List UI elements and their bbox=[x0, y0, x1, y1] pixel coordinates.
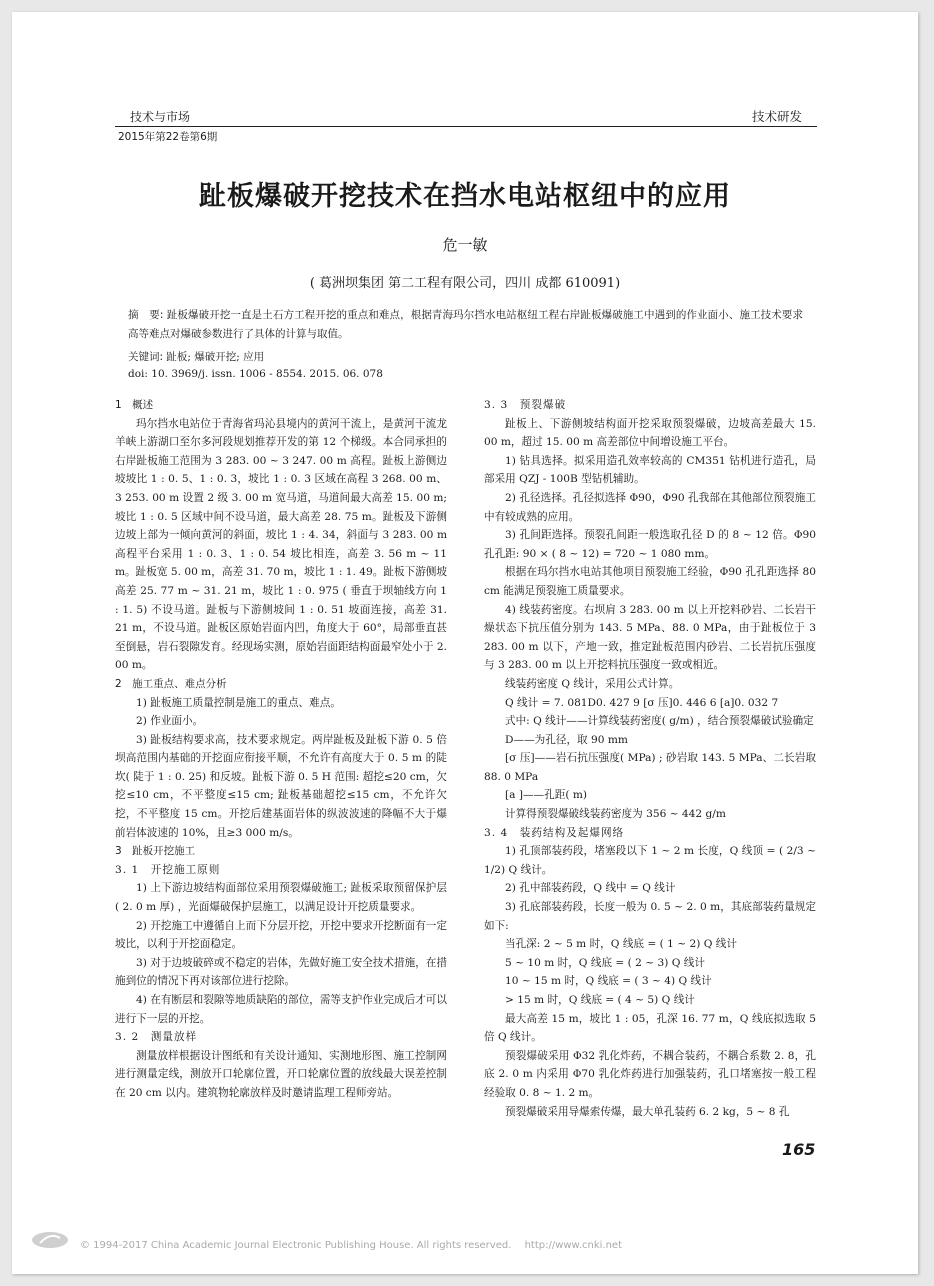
section-heading: 3. 3 预裂爆破 bbox=[484, 399, 567, 411]
author-affiliation: ( 葛洲坝集团 第二工程有限公司，四川 成都 610091) bbox=[309, 276, 621, 291]
paragraph: [σ 压]——岩石抗压强度( MPa) ; 砂岩取 143. 5 MPa、二长岩取 88. 0 MPa bbox=[484, 752, 816, 783]
paragraph: 根据在玛尔挡水电站其他项目预裂施工经验，Φ90 孔孔距选择 80 cm 能满足预裂施工质量要求。 bbox=[484, 566, 816, 597]
paragraph: 式中: Q 线计——计算线装药密度( g/m) ，结合预裂爆破试验确定 bbox=[505, 715, 814, 728]
paragraph: D——为孔径，取 90 mm bbox=[505, 733, 628, 746]
paragraph: 4) 在有断层和裂隙等地质缺陷的部位，需等支护作业完成后才可以进行下一层的开挖。 bbox=[115, 994, 447, 1025]
paragraph: 1) 上下游边坡结构面部位采用预裂爆破施工; 趾板采取预留保护层( 2. 0 m 厚) ，光面爆破保护层施工，以满足设计开挖质量要求。 bbox=[115, 882, 447, 914]
journal-category-label: 技术研发 bbox=[752, 109, 803, 124]
paragraph: 预裂爆破采用导爆索传爆，最大单孔装药 6. 2 kg，5 ~ 8 孔 bbox=[505, 1105, 790, 1118]
paragraph: 10 ~ 15 m 时，Q 线底 = ( 3 ~ 4) Q 线计 bbox=[505, 975, 712, 988]
paragraph: 3) 孔间距选择。预裂孔间距一般选取孔径 D 的 8 ~ 12 倍。Φ90 孔孔距: 90 × ( 8 ~ 12) = 720 ~ 1 080 mm。 bbox=[484, 529, 816, 560]
issue-label: 2015年第22卷第6期 bbox=[118, 131, 218, 143]
article-title: 趾板爆破开挖技术在挡水电站枢纽中的应用 bbox=[199, 181, 731, 212]
section-heading: 1 概述 bbox=[115, 399, 154, 411]
paragraph: 2) 作业面小。 bbox=[136, 715, 204, 728]
journal-section-label: 技术与市场 bbox=[130, 110, 191, 124]
paragraph: 3) 对于边坡破碎或不稳定的岩体，先做好施工安全技术措施，在措施到位的情况下再对该部位进行挖除。 bbox=[115, 956, 447, 988]
paragraph: 2) 孔中部装药段，Q 线中 = Q 线计 bbox=[505, 882, 676, 895]
paragraph: 4) 线装药密度。右坝肩 3 283. 00 m 以上开挖料砂岩、二长岩干燥状态下抗压值分别为 143. 5 MPa、88. 0 MPa，由于趾板位于 3 283. 00 m 以下，产地一致，推定趾板范围内砂岩、二长岩抗压强度与 3 283. 00 m 以上开挖料抗压强度一致或相近。 bbox=[484, 603, 816, 672]
section-heading: 3. 4 装药结构及起爆网络 bbox=[484, 826, 625, 839]
paragraph: 1) 钻具选择。拟采用造孔效率较高的 CM351 钻机进行造孔，局部采用 QZJ - 100B 型钻机辅助。 bbox=[484, 454, 816, 486]
paragraph: 3) 孔底部装药段，长度一般为 0. 5 ~ 2. 0 m，其底部装药量规定如下: bbox=[484, 901, 816, 932]
right-column bbox=[484, 396, 816, 1121]
paragraph: 2) 开挖施工中遵循自上而下分层开挖，开挖中要求开挖断面有一定坡比，以利于开挖面稳定。 bbox=[115, 919, 447, 951]
cnki-logo-icon bbox=[30, 1230, 70, 1250]
paragraph: 计算得预裂爆破线装药密度为 356 ~ 442 g/m bbox=[505, 808, 726, 821]
keywords-label: 关键词: bbox=[128, 351, 164, 363]
paragraph: 3) 趾板结构要求高，技术要求规定。两岸趾板及趾板下游 0. 5 倍坝高范围内基础的开挖面应衔接平顺，不允许有高度大于 0. 5 m 的陡坎( 陡于 1 : 0. 25) 和反坡。趾板下游 0. 5 H 范围: 超挖≤20 cm，欠挖≤10 cm，不平整度≤15 cm; 趾板基础超挖≤15 cm，不允许欠挖，不平整度 15 cm。开挖后建基面岩体的纵波波速的降幅不大于爆前岩体波速的 10%，且≥3 000 m/s。 bbox=[115, 733, 447, 839]
paragraph: 1) 孔顶部装药段，堵塞段以下 1 ~ 2 m 长度，Q 线顶 = ( 2/3 ~ 1/2) Q 线计。 bbox=[484, 845, 816, 876]
paragraph: 预裂爆破采用 Φ32 乳化炸药，不耦合装药，不耦合系数 2. 8，孔底 2. 0 m 内采用 Φ70 乳化炸药进行加强装药，孔口堵塞按一般工程经验取 0. 8 ~ 1. 2 m。 bbox=[484, 1049, 816, 1099]
journal-page bbox=[12, 12, 918, 1274]
abstract bbox=[128, 306, 803, 344]
paragraph: 最大高差 15 m，坡比 1 : 05，孔深 16. 77 m，Q 线底拟选取 5 倍 Q 线计。 bbox=[484, 1012, 816, 1044]
paragraph: > 15 m 时，Q 线底 = ( 4 ~ 5) Q 线计 bbox=[505, 994, 695, 1006]
paragraph: 趾板上、下游侧坡结构面开挖采取预裂爆破，边坡高差最大 15. 00 m，超过 15. 00 m 高差部位中间增设施工平台。 bbox=[484, 417, 816, 449]
left-column bbox=[115, 396, 447, 1103]
doi: doi: 10. 3969/j. issn. 1006 - 8554. 2015. 06. 078 bbox=[128, 368, 383, 380]
section-heading: 2 施工重点、难点分析 bbox=[115, 677, 227, 690]
paragraph: 2) 孔径选择。孔径拟选择 Φ90，Φ90 孔我部在其他部位预裂施工中有较成熟的应用。 bbox=[484, 491, 816, 523]
paragraph: 当孔深: 2 ~ 5 m 时，Q 线底 = ( 1 ~ 2) Q 线计 bbox=[505, 938, 737, 951]
paragraph: 测量放样根据设计图纸和有关设计通知、实测地形图、施工控制网进行测量定线，测放开口轮廓位置，开口轮廓位置的放线最大误差控制在 20 cm 以内。建筑物轮廓放样及时邀请监理工程师旁站。 bbox=[115, 1049, 447, 1099]
paragraph: 玛尔挡水电站位于青海省玛沁县境内的黄河干流上，是黄河干流龙羊峡上游湖口至尔多河段规划推荐开发的第 12 个梯级。本合同承担的右岸趾板施工范围为 3 283. 00 ~ 3 247. 00 m 高程。趾板上游侧边坡坡比 1 : 0. 5、1 : 0. 3，坡比 1 : 0. 3 区域在高程 3 268. 00 m、3 253. 00 m 设置 2 级 3. 00 m 宽马道，马道间最大高差 15. 00 m; 坡比 1 : 0. 5 区域中间不设马道，最大高差 28. 75 m。趾板及下游侧边坡上部为一倾向黄河的斜面，坡比 1 : 4. 34，斜面与 3 283. 00 m 高程平台采用 1 : 0. 3、1 : 0. 54 坡比相连，高差 3. 56 m ~ 11 m。趾板宽 5. 00 m，高差 31. 70 m，坡比 1 : 1. 49。趾板下游侧坡高差 25. 77 m ~ 31. 21 m，坡比 1 : 0. 975 ( 垂直于坝轴线方向 1 : 1. 5) 不设马道。趾板与下游侧坡间 1 : 0. 51 坡面连接，高差 31. 21 m，不设马道。趾板区原始岩面内凹，角度大于 60°，局部垂直甚至倒悬，岩石裂隙发育。经现场实测，原始岩面距结构面最窄处小于 2. 00 m。 bbox=[115, 417, 447, 672]
paragraph: Q 线计 = 7. 081D0. 427 9 [σ 压]0. 446 6 [a]0. 032 7 bbox=[505, 696, 779, 709]
section-heading: 3. 1 开挖施工原则 bbox=[115, 863, 221, 876]
paragraph: 1) 趾板施工质量控制是施工的重点、难点。 bbox=[136, 696, 341, 709]
abstract-text: 趾板爆破开挖一直是土石方工程开挖的重点和难点，根据青海玛尔挡水电站枢纽工程右岸趾板爆破施工中遇到的作业面小、施工技术要求高等难点对爆破参数进行了具体的计算与取值。 bbox=[128, 309, 803, 340]
paragraph: [a ]——孔距( m) bbox=[505, 789, 588, 802]
section-heading: 3 趾板开挖施工 bbox=[115, 845, 196, 858]
header-rule bbox=[115, 126, 817, 127]
section-heading: 3. 2 测量放样 bbox=[115, 1031, 198, 1044]
paragraph: 5 ~ 10 m 时，Q 线底 = ( 2 ~ 3) Q 线计 bbox=[505, 956, 705, 969]
paragraph: 线装药密度 Q 线计，采用公式计算。 bbox=[505, 677, 680, 690]
keywords bbox=[128, 349, 264, 364]
copyright-footer: © 1994-2017 China Academic Journal Electronic Publishing House. All rights reserved. http://www.cnki.net bbox=[80, 1240, 622, 1251]
abstract-label: 摘 要: bbox=[128, 309, 164, 321]
author-name: 危一敏 bbox=[442, 236, 488, 254]
keywords-text: 趾板; 爆破开挖; 应用 bbox=[166, 351, 265, 363]
page-number: 165 bbox=[782, 1140, 816, 1159]
